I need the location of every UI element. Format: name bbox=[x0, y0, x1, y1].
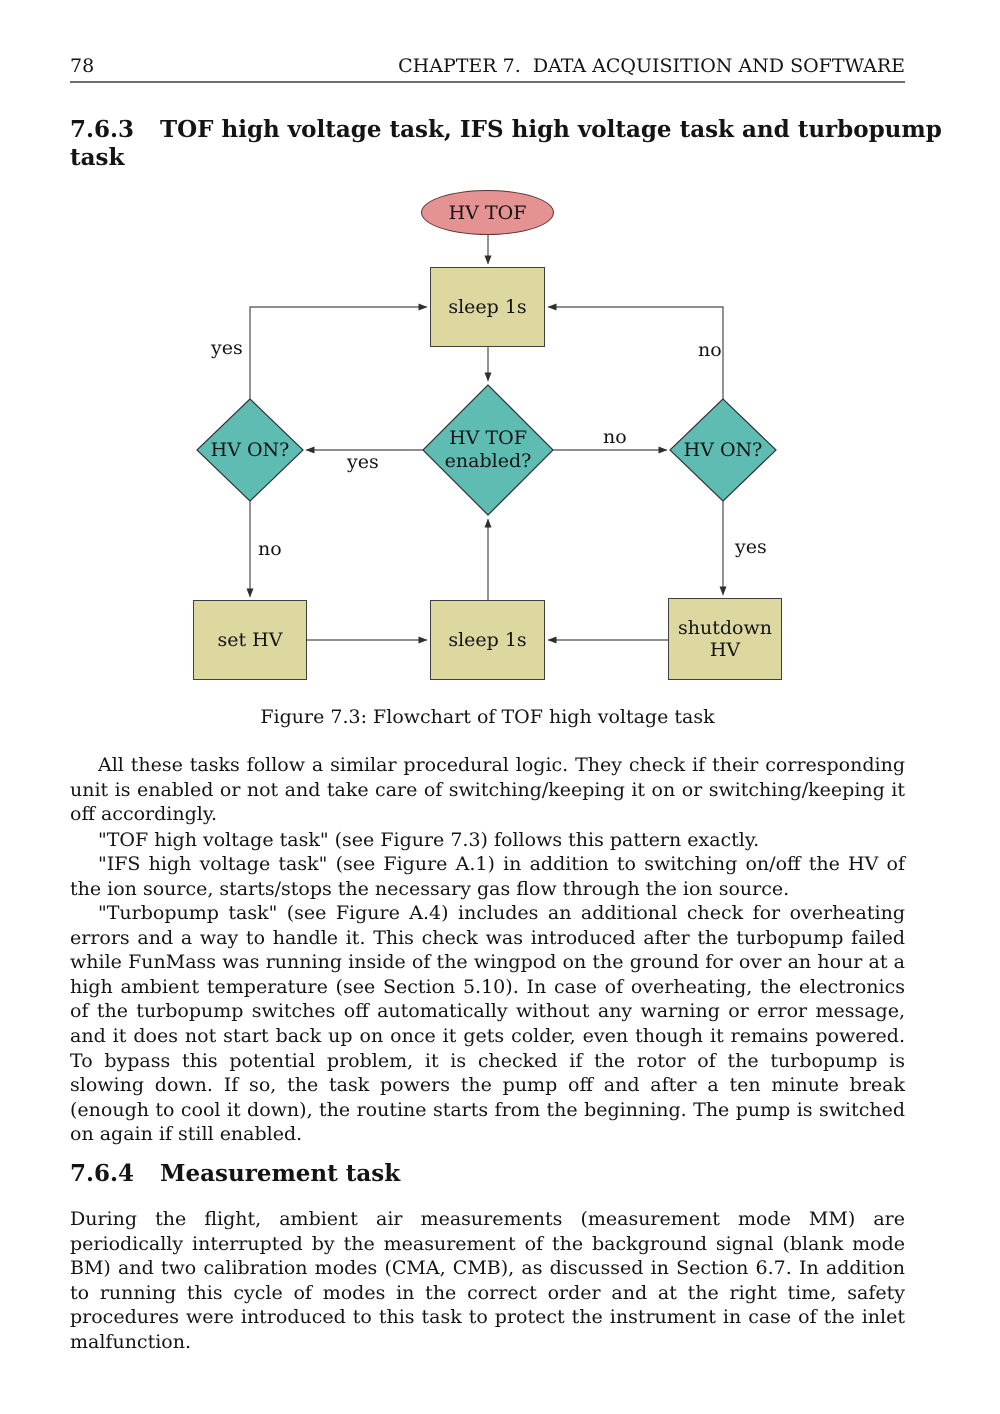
paragraph: "TOF high voltage task" (see Figure 7.3) follows this pattern exactly. bbox=[98, 829, 760, 851]
flowchart-node-enabled: HV TOF enabled? bbox=[444, 427, 532, 472]
paragraph: "IFS high voltage task" (see Figure A.1) in addition to switching on/off the HV of the ion source, starts/stops the necessary gas flow through the ion source. bbox=[70, 853, 905, 900]
page-number: 78 bbox=[70, 55, 95, 77]
figure-caption: Figure 7.3: Flowchart of TOF high voltage task bbox=[260, 706, 715, 728]
flowchart-node-shutdown-hv: shutdown HV bbox=[668, 598, 782, 680]
paragraph: During the flight, ambient air measurements (measurement mode MM) are periodically interrupted by the measurement of the background signal (blank mode BM) and two calibration modes (CMA, CMB), as discussed in Section 6.7. In addition to running this cycle of modes in the correct order and at the right time, safety procedures were introduced to this task to protect the instrument in case of the inlet malfunction. bbox=[70, 1208, 905, 1353]
flowchart-node-set-hv: set HV bbox=[193, 600, 307, 680]
edge-label-right-down: yes bbox=[735, 536, 767, 558]
flowchart-node-hv-on-right: HV ON? bbox=[683, 438, 763, 461]
paragraph: All these tasks follow a similar procedural logic. They check if their corresponding unit is enabled or not and take care of switching/keeping it on or switching/keeping it off accordingly. bbox=[70, 754, 905, 826]
flowchart-node-sleep-top: sleep 1s bbox=[430, 267, 545, 347]
edge-label-enabled-yes: yes bbox=[347, 451, 379, 473]
edge-label-enabled-no: no bbox=[603, 426, 627, 448]
section-title: TOF high voltage task, IFS high voltage task and turbopump task bbox=[70, 116, 942, 171]
edge-label-left-return: yes bbox=[211, 337, 243, 359]
section-number: 7.6.4 bbox=[70, 1160, 135, 1187]
flowchart-node-start: HV TOF bbox=[421, 190, 554, 235]
flowchart-node-sleep-bottom: sleep 1s bbox=[430, 600, 545, 680]
paragraph: "Turbopump task" (see Figure A.4) includes an additional check for overheating errors and a way to handle it. This check was introduced after the turbopump failed while FunMass was running inside of the wingpod on the ground for over an hour at a high ambient temperature (see Section 5.10). In case of overheating, the electronics of the turbopump switches off automatically without any warning or error message, and it does not start back up on once it gets colder, even though it remains powered. To bypass this potential problem, it is checked if the rotor of the turbopump is slowing down. If so, the task powers the pump off and after a ten minute break (enough to cool it down), the routine starts from the beginning. The pump is switched on again if still enabled. bbox=[70, 902, 905, 1146]
section-number: 7.6.3 bbox=[70, 116, 135, 143]
edge-label-right-return: no bbox=[698, 339, 722, 361]
edge-label-left-down: no bbox=[258, 538, 282, 560]
flowchart-node-hv-on-left: HV ON? bbox=[210, 438, 290, 461]
section-heading-764 bbox=[70, 1160, 400, 1188]
section-title: Measurement task bbox=[160, 1160, 401, 1187]
running-header: CHAPTER 7. DATA ACQUISITION AND SOFTWARE bbox=[398, 55, 905, 77]
